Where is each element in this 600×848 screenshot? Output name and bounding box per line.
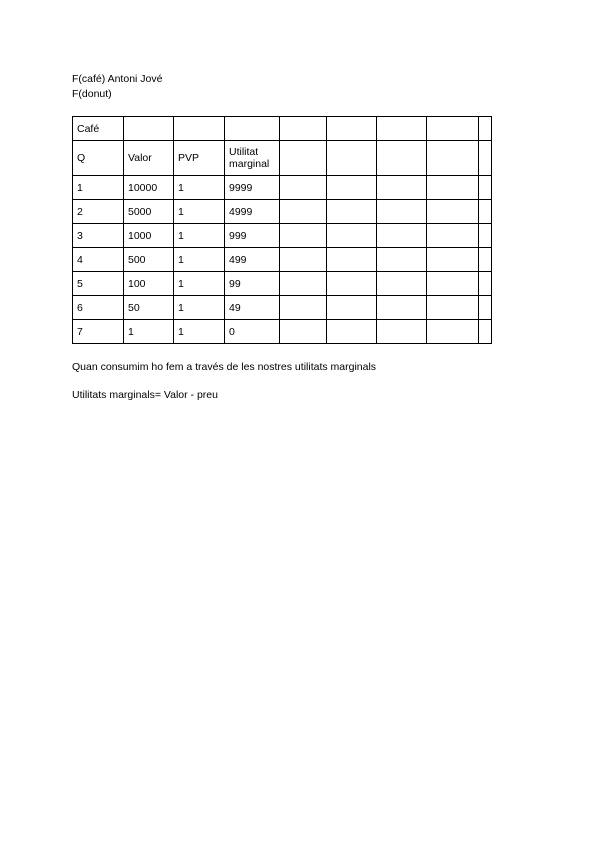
cell-utilitat-marginal: 999 [225,224,280,248]
empty-cell [427,117,479,141]
cell-q: 4 [73,248,124,272]
document-subtitle: F(donut) [72,88,112,100]
table-caption-row [73,117,492,141]
utility-table [72,116,492,344]
empty-cell [280,200,327,224]
empty-cell [479,141,492,176]
table-caption: Café [73,117,124,141]
empty-cell [327,200,377,224]
body-paragraph: Quan consumim ho fem a través de les nostres utilitats marginals [72,361,377,373]
empty-cell [327,117,377,141]
cell-valor: 1 [124,320,174,344]
empty-cell [377,141,427,176]
empty-cell [327,141,377,176]
empty-cell [225,117,280,141]
cell-q: 7 [73,320,124,344]
empty-cell [280,224,327,248]
empty-cell [280,117,327,141]
empty-cell [280,248,327,272]
cell-valor: 100 [124,272,174,296]
empty-cell [479,296,492,320]
cell-utilitat-marginal: 0 [225,320,280,344]
empty-cell [427,200,479,224]
column-header-utilitat-marginal: Utilitat marginal [225,141,280,176]
empty-cell [427,272,479,296]
table-row [73,224,492,248]
table-row [73,176,492,200]
empty-cell [377,176,427,200]
cell-pvp: 1 [174,320,225,344]
cell-utilitat-marginal: 9999 [225,176,280,200]
column-header-q: Q [73,141,124,176]
empty-cell [280,320,327,344]
table-row [73,320,492,344]
cell-q: 2 [73,200,124,224]
empty-cell [377,200,427,224]
table-row [73,296,492,320]
column-header-pvp: PVP [174,141,225,176]
cell-valor: 50 [124,296,174,320]
empty-cell [427,320,479,344]
empty-cell [327,176,377,200]
empty-cell [377,248,427,272]
table-header-row [73,141,492,176]
empty-cell [427,296,479,320]
empty-cell [124,117,174,141]
cell-valor: 1000 [124,224,174,248]
cell-valor: 500 [124,248,174,272]
cell-pvp: 1 [174,200,225,224]
column-header-valor: Valor [124,141,174,176]
cell-utilitat-marginal: 499 [225,248,280,272]
empty-cell [280,296,327,320]
empty-cell [327,296,377,320]
table-row [73,248,492,272]
document-title: F(café) Antoni Jové [72,73,163,85]
empty-cell [174,117,225,141]
empty-cell [479,224,492,248]
empty-cell [479,272,492,296]
cell-q: 1 [73,176,124,200]
empty-cell [479,320,492,344]
formula-paragraph: Utilitats marginals= Valor - preu [72,389,218,401]
empty-cell [280,176,327,200]
cell-q: 5 [73,272,124,296]
empty-cell [377,117,427,141]
cell-valor: 5000 [124,200,174,224]
empty-cell [327,248,377,272]
empty-cell [479,200,492,224]
empty-cell [427,224,479,248]
cell-q: 6 [73,296,124,320]
empty-cell [377,224,427,248]
empty-cell [280,272,327,296]
empty-cell [280,141,327,176]
empty-cell [427,248,479,272]
empty-cell [479,117,492,141]
cell-pvp: 1 [174,296,225,320]
cell-pvp: 1 [174,248,225,272]
empty-cell [377,272,427,296]
cell-valor: 10000 [124,176,174,200]
empty-cell [377,320,427,344]
cell-q: 3 [73,224,124,248]
empty-cell [427,176,479,200]
table-row [73,200,492,224]
empty-cell [327,224,377,248]
empty-cell [377,296,427,320]
cell-pvp: 1 [174,224,225,248]
table-row [73,272,492,296]
cell-pvp: 1 [174,176,225,200]
cell-pvp: 1 [174,272,225,296]
cell-utilitat-marginal: 49 [225,296,280,320]
cell-utilitat-marginal: 99 [225,272,280,296]
empty-cell [479,176,492,200]
empty-cell [479,248,492,272]
cell-utilitat-marginal: 4999 [225,200,280,224]
empty-cell [327,320,377,344]
empty-cell [427,141,479,176]
empty-cell [327,272,377,296]
